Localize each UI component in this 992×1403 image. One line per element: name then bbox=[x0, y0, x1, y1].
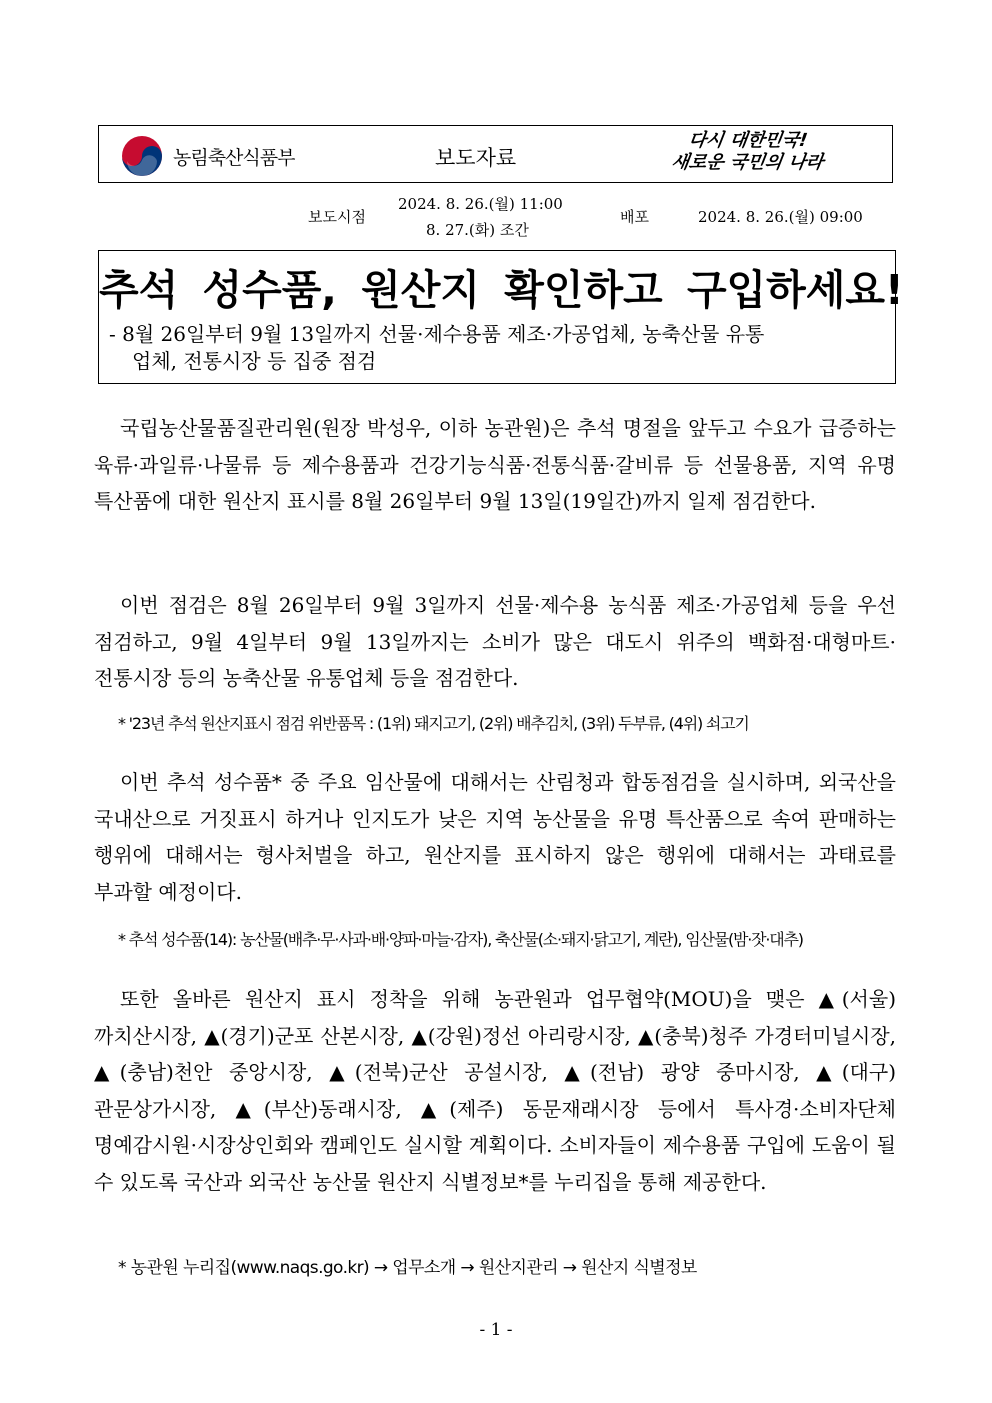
slogan-line-2: 새로운 국민의 나라 bbox=[670, 152, 825, 173]
embargo-line-2: 8. 27.(화) 조간 bbox=[426, 221, 529, 239]
paragraph-4-text: 또한 올바른 원산지 표시 정착을 위해 농관원과 업무협약(MOU)을 맺은 ▲(서울)까치산시장, ▲(경기)군포 산본시장, ▲(강원)정선 아리랑시장, ▲(충북)청주 가경터미널시장, ▲(충남)천안 중앙시장, ▲(전북)군산 공설시장, ▲(전남) 광양 중마시장, ▲(대구)관문상가시장, ▲(부산)동래시장, ▲(제주) 동문재래시장 등에서 특사경·소비자단체 명예감시원·시장상인회와 캠페인도 실시할 계획이다. 소비자들이 제수용품 구입에 도움이 될 수 있도록 국산과 외국산 농산물 원산지 식별정보*를 누리집을 통해 제공한다. bbox=[94, 987, 896, 1194]
ministry-name: 농림축산식품부 bbox=[173, 147, 295, 169]
subheadline bbox=[109, 321, 889, 375]
page-number: - 1 - bbox=[479, 1320, 513, 1340]
paragraph-1-text: 국립농산물품질관리원(원장 박성우, 이하 농관원)은 추석 명절을 앞두고 수요가 급증하는 육류·과일류·나물류 등 제수용품과 건강기능식품·전통식품·갈비류 등 선물용품, 지역 유명 특산품에 대한 원산지 표시를 8월 26일부터 9월 13일(19일간)까지 일제 점검한다. bbox=[94, 416, 896, 513]
paragraph-2-text: 이번 점검은 8월 26일부터 9월 3일까지 선물·제수용 농식품 제조·가공업체 등을 우선 점검하고, 9월 4일부터 9월 13일까지는 소비가 많은 대도시 위주의 백화점·대형마트·전통시장 등의 농축산물 유통업체 등을 점검한다. bbox=[94, 593, 896, 690]
embargo-line-1: 2024. 8. 26.(월) 11:00 bbox=[398, 195, 563, 213]
paragraph-3-text: 이번 추석 성수품* 중 주요 임산물에 대해서는 산림청과 합동점검을 실시하며, 외국산을 국내산으로 거짓표시 하거나 인지도가 낮은 지역 농산물을 유명 특산품으로 속여 판매하는 행위에 대해서는 형사처벌을 하고, 원산지를 표시하지 않은 행위에 대해서는 과태료를 부과할 예정이다. bbox=[94, 770, 896, 904]
slogan-line-1: 다시 대한민국! bbox=[687, 130, 809, 151]
document-type: 보도자료 bbox=[435, 146, 517, 170]
paragraph-3 bbox=[94, 764, 896, 910]
footnote-seasonal-items: * 추석 성수품(14): 농산물(배추·무·사과·배·양파·마늘·감자), 축산물(소·돼지·닭고기, 계란), 임산물(밤·잣·대추) bbox=[118, 930, 803, 949]
embargo-label: 보도시점 bbox=[308, 208, 366, 226]
header-box bbox=[98, 125, 893, 183]
footnote-violations: * '23년 추석 원산지표시 점검 위반품목 : (1위) 돼지고기, (2위) 배추김치, (3위) 두부류, (4위) 쇠고기 bbox=[118, 714, 749, 733]
slogan bbox=[670, 130, 876, 174]
distribution-label: 배포 bbox=[620, 208, 649, 226]
paragraph-4 bbox=[94, 981, 896, 1200]
subheadline-line-2: 업체, 전통시장 등 집중 점검 bbox=[132, 349, 377, 373]
footnote-website: * 농관원 누리집(www.naqs.go.kr) → 업무소개 → 원산지관리 → 원산지 식별정보 bbox=[118, 1258, 697, 1278]
title-box bbox=[98, 250, 904, 384]
paragraph-1 bbox=[94, 410, 896, 520]
distribution-time: 2024. 8. 26.(월) 09:00 bbox=[698, 208, 863, 226]
paragraph-2 bbox=[94, 587, 896, 697]
release-info bbox=[0, 193, 992, 243]
subheadline-line-1: - 8월 26일부터 9월 13일까지 선물·제수용품 제조·가공업체, 농축산물 유통 bbox=[109, 322, 765, 346]
government-emblem-icon bbox=[121, 135, 163, 177]
headline: 추석 성수품, 원산지 확인하고 구입하세요! bbox=[99, 266, 904, 314]
